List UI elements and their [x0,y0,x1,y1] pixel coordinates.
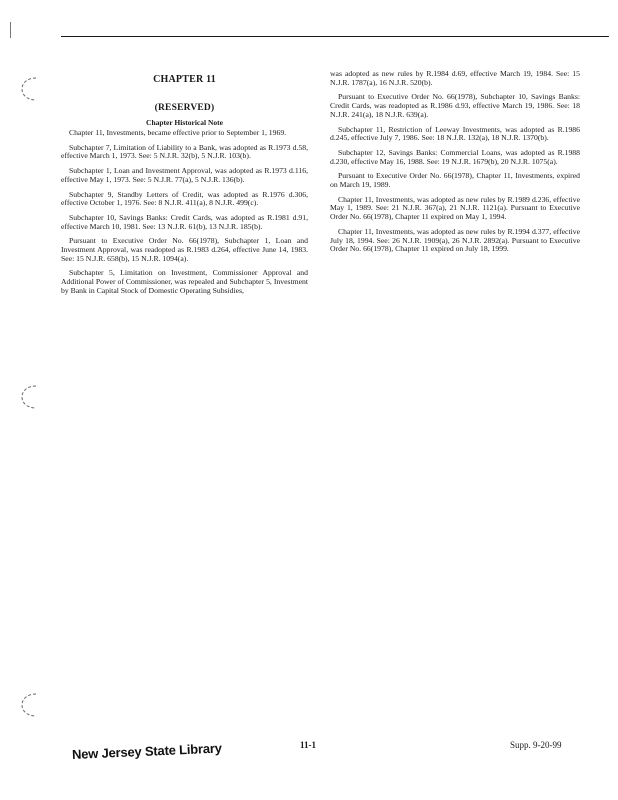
history-paragraph: Subchapter 10, Savings Banks: Credit Cards, was adopted as R.1981 d.91, effective March 10, 1981. See: 13 N.J.R. 61(b), 13 N.J.R. 185(b). [61,212,308,231]
library-stamp: New Jersey State Library [71,740,223,762]
history-paragraph: Subchapter 9, Standby Letters of Credit, was adopted as R.1976 d.306, effective October 1, 1976. See: 8 N.J.R. 411(a), 8 N.J.R. 499(c). [61,189,308,208]
historical-note-heading: Chapter Historical Note [146,118,223,127]
punch-hole-middle [20,384,38,410]
history-paragraph: Subchapter 12, Savings Banks: Commercial Loans, was adopted as R.1988 d.230, effective May 16, 1988. See: 19 N.J.R. 1679(b), 20 N.J.R. 1075(a). [330,147,580,166]
corner-mark [10,22,11,38]
history-paragraph-continued: was adopted as new rules by R.1984 d.69, effective March 19, 1984. See: 15 N.J.R. 1787(a), 16 N.J.R. 520(b). [330,69,580,87]
history-paragraph: Subchapter 11, Restriction of Leeway Investments, was adopted as R.1986 d.245, effective July 7, 1986. See: 18 N.J.R. 132(a), 18 N.J.R. 1370(b). [330,124,580,143]
punch-hole-bottom [20,692,38,718]
history-paragraph: Pursuant to Executive Order No. 66(1978), Chapter 11, Investments, expired on March 19, 1989. [330,171,580,190]
history-paragraph: Subchapter 7, Limitation of Liability to a Bank, was adopted as R.1973 d.58, effective March 1, 1973. See: 5 N.J.R. 32(b), 5 N.J.R. 103(b). [61,142,308,161]
history-paragraph: Subchapter 5, Limitation on Investment, Commissioner Approval and Additional Power of Commissioner, was repealed and Subchapter 5, Investment by Bank in Capital Stock of Domestic Operating Subsidies, [61,268,308,295]
supplement-date: Supp. 9-20-99 [510,740,562,750]
header-rule [61,36,609,37]
history-paragraph: Pursuant to Executive Order No. 66(1978), Subchapter 10, Savings Banks: Credit Cards, was readopted as R.1986 d.93, effective March 19, 1986. See: 18 N.J.R. 241(a), 18 N.J.R. 639(a). [330,92,580,119]
chapter-title: CHAPTER 11 [153,74,216,85]
history-paragraph: Subchapter 1, Loan and Investment Approval, was adopted as R.1973 d.116, effective May 1, 1973. See: 5 N.J.R. 77(a), 5 N.J.R. 136(b). [61,166,308,184]
left-column [61,74,308,302]
history-paragraph: Pursuant to Executive Order No. 66(1978), Subchapter 1, Loan and Investment Approval, was readopted as R.1983 d.264, effective June 14, 1983. See: 15 N.J.R. 658(b), 15 N.J.R. 1094(a). [61,236,308,263]
punch-hole-top [20,76,38,102]
right-column [330,70,580,260]
page-number: 11-1 [300,740,317,750]
history-paragraph: Chapter 11, Investments, was adopted as new rules by R.1994 d.377, effective July 18, 1994. See: 26 N.J.R. 1909(a), 26 N.J.R. 2892(a). Pursuant to Executive Order No. 66(1978), Chapter 11 expired on July 18, 1999. [330,226,580,254]
history-paragraph: Chapter 11, Investments, was adopted as new rules by R.1989 d.236, effective May 1, 1989. See: 21 N.J.R. 367(a), 21 N.J.R. 1121(a). Pursuant to Executive Order No. 66(1978), Chapter 11 expired on May 1, 1994. [330,194,580,222]
history-paragraph: Chapter 11, Investments, became effective prior to September 1, 1969. [69,128,287,137]
chapter-status: (RESERVED) [154,103,215,113]
